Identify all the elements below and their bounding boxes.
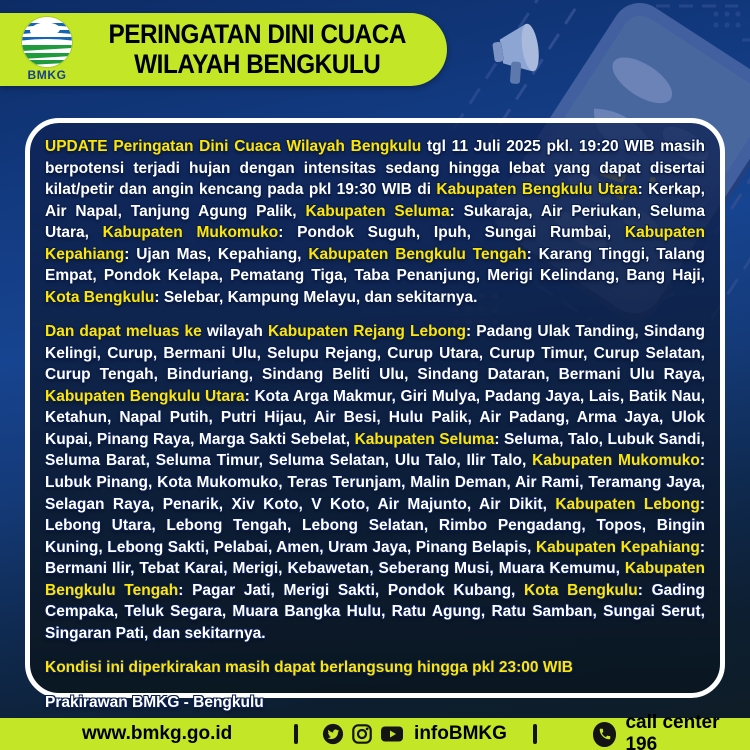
body-text: : Kota Arga Makmur, Giri Mulya, Padang Jaya, Lais, Batik Nau, Ketahun, Napal Putih, Putri Hijau, Air Besi, Hulu Palik, Air Padang, Arma Jaya, Ulok Kupai, Pinang Raya, Marga Sakti Sebelat, xyxy=(45,387,705,448)
title-line-2: WILAYAH BENGKULU xyxy=(134,48,381,79)
body-text: : Karang Tinggi, Talang Empat, Pondok Kelapa, Pematang Tiga, Taba Penanjung, Merigi Kelindang, Bang Haji, xyxy=(45,245,706,285)
highlight-text: Kabupaten Kepahiang xyxy=(535,538,700,556)
paragraph xyxy=(45,321,705,644)
footer-divider xyxy=(294,724,298,744)
highlight-text: Kabupaten Bengkulu Utara xyxy=(45,387,245,405)
warning-text xyxy=(45,136,705,713)
highlight-text: Kota Bengkulu xyxy=(524,581,638,599)
body-text: : Bermani Ilir, Tebat Karai, Merigi, Kebawetan, Seberang Musi, Muara Kemumu, xyxy=(45,538,705,578)
highlight-text: Kabupaten Bengkulu Tengah xyxy=(45,560,705,599)
body-text: : Sukaraja, Air Periukan, Seluma Utara, xyxy=(45,202,706,242)
twitter-icon xyxy=(322,723,344,745)
body-text: : Pondok Suguh, Ipuh, Sungai Rumbai, xyxy=(278,224,625,242)
body-text: Prakirawan BMKG - Bengkulu xyxy=(45,693,264,711)
call-center-label: call center 196 xyxy=(625,712,720,750)
paragraph xyxy=(45,657,705,679)
body-text: wilayah xyxy=(201,323,268,341)
body-text: : Pagar Jati, Merigi Sakti, Pondok Kubang, xyxy=(178,581,525,599)
paragraph xyxy=(45,692,705,714)
body-text: : Lubuk Pinang, Kota Mukomuko, Teras Terunjam, Malin Deman, Air Rami, Teramang Jaya, Selagan Raya, Penarik, Xiv Koto, V Koto, Air Majunto, Air Dikit, xyxy=(45,452,706,513)
highlight-text: Kabupaten Rejang Lebong xyxy=(267,323,466,341)
bmkg-logo-icon xyxy=(22,17,72,67)
body-text: : Seluma, Talo, Lubuk Sandi, Seluma Barat, Seluma Timur, Seluma Selatan, Ulu Talo, Ilir Talo, xyxy=(45,430,705,470)
highlight-text: Kabupaten Mukomuko xyxy=(532,452,700,470)
header-banner xyxy=(0,13,447,86)
body-text: : Gading Cempaka, Teluk Segara, Muara Bangka Hulu, Ratu Agung, Ratu Samban, Sungai Serut, Singaran Pati, dan sekitarnya. xyxy=(45,581,705,642)
website-url: www.bmkg.go.id xyxy=(82,723,233,744)
highlight-text: UPDATE Peringatan Dini Cuaca Wilayah Bengkulu xyxy=(45,138,422,155)
bmkg-logo xyxy=(16,17,78,82)
title-line-1: PERINGATAN DINI CUACA xyxy=(108,18,407,49)
body-text: : Lebong Utara, Lebong Tengah, Lebong Selatan, Rimbo Pengadang, Topos, Bingin Kuning, Lebong Sakti, Pelabai, Amen, Uram Jaya, Pinang Belapis, xyxy=(45,495,705,556)
footer-divider xyxy=(533,724,537,744)
social-icons xyxy=(322,723,404,745)
highlight-text: Kabupaten Seluma xyxy=(354,430,495,448)
highlight-text: Kabupaten Bengkulu Utara xyxy=(436,181,638,199)
phone-icon xyxy=(593,722,617,747)
social-handle: infoBMKG xyxy=(414,723,507,744)
paragraph xyxy=(45,136,705,308)
highlight-text: Kabupaten Seluma xyxy=(305,202,450,220)
highlight-text: Kabupaten Mukomuko xyxy=(102,224,279,242)
megaphone-icon xyxy=(490,20,564,87)
warning-panel xyxy=(25,118,725,711)
footer-bar xyxy=(0,712,750,750)
body-text: : Selebar, Kampung Melayu, dan sekitarnya. xyxy=(154,288,478,306)
highlight-text: Kabupaten Lebong xyxy=(555,495,700,513)
bmkg-logo-label: BMKG xyxy=(27,68,67,82)
body-text: : Ujan Mas, Kepahiang, xyxy=(124,245,309,263)
highlight-text: Kota Bengkulu xyxy=(45,288,155,306)
instagram-icon xyxy=(351,723,373,745)
body-text: tgl 11 Juli 2025 pkl. 19:20 WIB masih berpotensi terjadi hujan dengan intensitas sedang hingga lebat yang dapat disertai kilat/petir dan angin kencang pada pkl 19:30 WIB di xyxy=(45,138,705,199)
highlight-text: Dan dapat meluas ke xyxy=(45,323,202,341)
body-text: : Padang Ulak Tanding, Sindang Kelingi, Curup, Bermani Ulu, Selupu Rejang, Curup Utara, Curup Timur, Curup Selatan, Curup Tengah, Binduriang, Sindang Beliti Ulu, Sindang Dataran, Bermani Ulu Raya, xyxy=(45,323,706,384)
youtube-icon xyxy=(380,723,404,745)
body-text: : Kerkap, Air Napal, Tanjung Agung Palik, xyxy=(45,181,705,220)
highlight-text: Kondisi ini diperkirakan masih dapat berlangsung hingga pkl 23:00 WIB xyxy=(45,659,573,677)
highlight-text: Kabupaten Kepahiang xyxy=(45,224,705,263)
page-title xyxy=(78,20,447,79)
highlight-text: Kabupaten Bengkulu Tengah xyxy=(308,245,527,263)
